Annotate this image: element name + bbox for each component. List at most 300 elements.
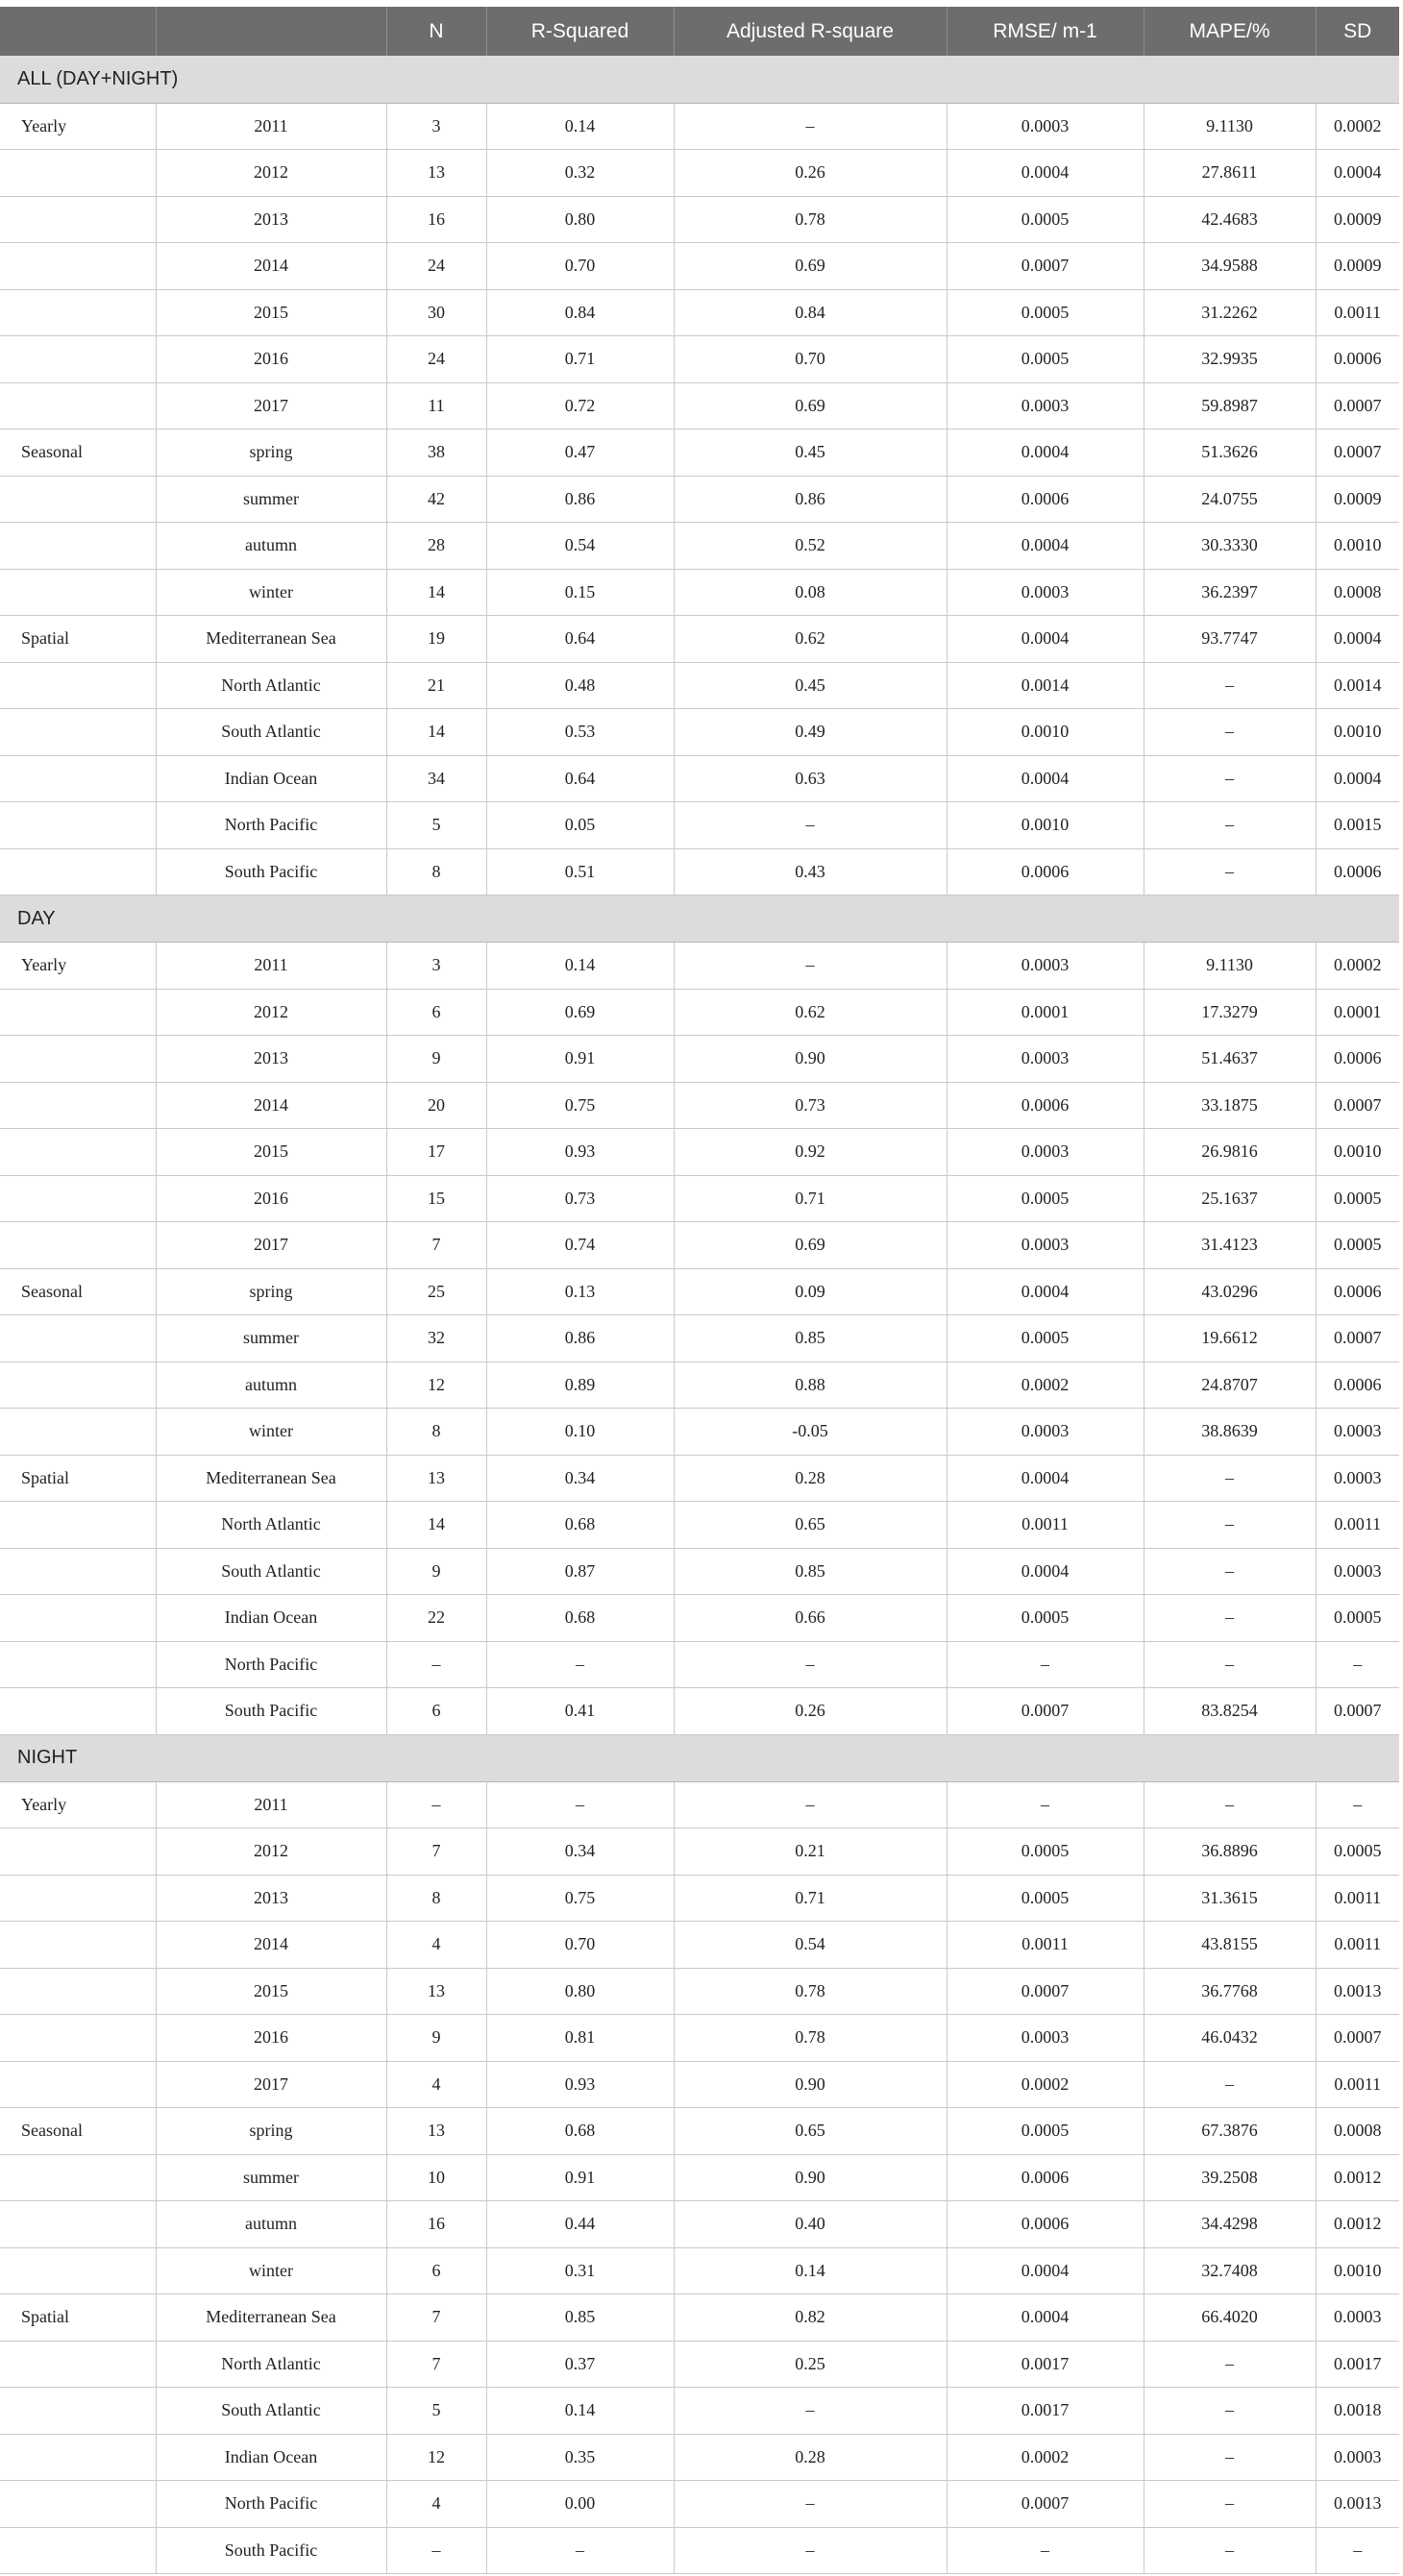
item-cell: Indian Ocean [156, 1595, 386, 1642]
r-squared-cell: 0.68 [486, 1595, 674, 1642]
table-row [0, 2201, 1399, 2248]
sd-cell: 0.0002 [1316, 103, 1399, 150]
n-cell: 25 [386, 1268, 486, 1315]
adjusted-r-square-cell: 0.86 [674, 476, 947, 523]
table-row [0, 1548, 1399, 1595]
mape-cell: 36.7768 [1144, 1968, 1316, 2015]
item-cell: South Pacific [156, 848, 386, 895]
item-cell: 2017 [156, 2061, 386, 2108]
mape-cell: 36.2397 [1144, 569, 1316, 616]
r-squared-cell: 0.91 [486, 1036, 674, 1083]
rmse-cell: 0.0002 [947, 2434, 1144, 2481]
group-cell [0, 2481, 156, 2528]
sd-cell: 0.0011 [1316, 2061, 1399, 2108]
r-squared-cell: 0.89 [486, 1362, 674, 1409]
rmse-cell: 0.0005 [947, 336, 1144, 383]
n-cell: 10 [386, 2154, 486, 2201]
r-squared-cell: 0.73 [486, 1175, 674, 1222]
group-cell [0, 2061, 156, 2108]
group-cell: Spatial [0, 2294, 156, 2342]
section-header-row [0, 895, 1399, 943]
r-squared-cell: 0.34 [486, 1828, 674, 1876]
table-row [0, 1036, 1399, 1083]
rmse-cell: 0.0004 [947, 523, 1144, 570]
item-cell: North Atlantic [156, 662, 386, 709]
adjusted-r-square-cell: -0.05 [674, 1409, 947, 1456]
adjusted-r-square-cell: – [674, 2388, 947, 2435]
r-squared-cell: 0.86 [486, 476, 674, 523]
sd-cell: 0.0004 [1316, 616, 1399, 663]
r-squared-cell: 0.32 [486, 150, 674, 197]
group-cell [0, 2015, 156, 2062]
item-cell: winter [156, 1409, 386, 1456]
group-cell: Spatial [0, 616, 156, 663]
n-cell: 24 [386, 243, 486, 290]
sd-cell: 0.0003 [1316, 1548, 1399, 1595]
sd-cell: 0.0007 [1316, 382, 1399, 429]
table-row [0, 1595, 1399, 1642]
rmse-cell: 0.0005 [947, 2108, 1144, 2155]
sd-cell: 0.0018 [1316, 2388, 1399, 2435]
n-cell: 7 [386, 2341, 486, 2388]
item-cell: winter [156, 2247, 386, 2294]
r-squared-cell: 0.64 [486, 616, 674, 663]
adjusted-r-square-cell: 0.69 [674, 382, 947, 429]
table-row [0, 1502, 1399, 1549]
group-cell [0, 1036, 156, 1083]
r-squared-cell: 0.53 [486, 709, 674, 756]
rmse-cell: 0.0005 [947, 1175, 1144, 1222]
group-cell [0, 2247, 156, 2294]
mape-cell: 38.8639 [1144, 1409, 1316, 1456]
item-cell: winter [156, 569, 386, 616]
sd-cell: – [1316, 2527, 1399, 2574]
table-row [0, 1968, 1399, 2015]
table-row [0, 1175, 1399, 1222]
adjusted-r-square-cell: 0.52 [674, 523, 947, 570]
r-squared-cell: 0.14 [486, 103, 674, 150]
item-cell: Mediterranean Sea [156, 616, 386, 663]
r-squared-cell: 0.75 [486, 1875, 674, 1922]
adjusted-r-square-cell: 0.73 [674, 1082, 947, 1129]
rmse-cell: 0.0007 [947, 1968, 1144, 2015]
rmse-cell: 0.0003 [947, 569, 1144, 616]
sd-cell: 0.0012 [1316, 2201, 1399, 2248]
mape-cell: – [1144, 709, 1316, 756]
r-squared-cell: 0.70 [486, 1922, 674, 1969]
mape-cell: – [1144, 1548, 1316, 1595]
item-cell: South Atlantic [156, 1548, 386, 1595]
statistics-table [0, 7, 1399, 2574]
adjusted-r-square-cell: 0.45 [674, 662, 947, 709]
group-cell [0, 755, 156, 802]
mape-cell: – [1144, 755, 1316, 802]
r-squared-cell: 0.54 [486, 523, 674, 570]
sd-cell: 0.0011 [1316, 1922, 1399, 1969]
sd-cell: 0.0007 [1316, 1315, 1399, 1362]
mape-cell: – [1144, 1641, 1316, 1688]
n-cell: 4 [386, 1922, 486, 1969]
group-cell [0, 1875, 156, 1922]
table-row [0, 1875, 1399, 1922]
group-cell [0, 1688, 156, 1735]
mape-cell: 32.7408 [1144, 2247, 1316, 2294]
group-cell [0, 2527, 156, 2574]
sd-cell: 0.0010 [1316, 709, 1399, 756]
adjusted-r-square-cell: 0.71 [674, 1875, 947, 1922]
item-cell: North Pacific [156, 1641, 386, 1688]
adjusted-r-square-cell: 0.82 [674, 2294, 947, 2342]
mape-cell: 59.8987 [1144, 382, 1316, 429]
sd-cell: 0.0006 [1316, 1362, 1399, 1409]
r-squared-cell: 0.91 [486, 2154, 674, 2201]
n-cell: 19 [386, 616, 486, 663]
mape-cell: 36.8896 [1144, 1828, 1316, 1876]
item-cell: summer [156, 2154, 386, 2201]
adjusted-r-square-cell: 0.08 [674, 569, 947, 616]
mape-cell: – [1144, 1455, 1316, 1502]
adjusted-r-square-cell: 0.84 [674, 289, 947, 336]
n-cell: 7 [386, 1828, 486, 1876]
rmse-cell: 0.0004 [947, 1548, 1144, 1595]
rmse-cell: 0.0011 [947, 1922, 1144, 1969]
column-header-n-col: N [386, 7, 486, 56]
table-row [0, 2015, 1399, 2062]
n-cell: 38 [386, 429, 486, 477]
n-cell: 5 [386, 2388, 486, 2435]
n-cell: 3 [386, 943, 486, 990]
group-cell [0, 1129, 156, 1176]
mape-cell: 31.4123 [1144, 1222, 1316, 1269]
r-squared-cell: 0.70 [486, 243, 674, 290]
n-cell: 13 [386, 1968, 486, 2015]
adjusted-r-square-cell: 0.43 [674, 848, 947, 895]
group-cell [0, 1922, 156, 1969]
sd-cell: 0.0004 [1316, 150, 1399, 197]
rmse-cell: 0.0004 [947, 150, 1144, 197]
item-cell: 2012 [156, 150, 386, 197]
adjusted-r-square-cell: 0.78 [674, 196, 947, 243]
r-squared-cell: 0.75 [486, 1082, 674, 1129]
table-row [0, 2481, 1399, 2528]
rmse-cell: 0.0006 [947, 2201, 1144, 2248]
table-row [0, 1828, 1399, 1876]
mape-cell: 31.3615 [1144, 1875, 1316, 1922]
item-cell: South Atlantic [156, 2388, 386, 2435]
sd-cell: 0.0006 [1316, 848, 1399, 895]
n-cell: 6 [386, 2247, 486, 2294]
group-cell [0, 382, 156, 429]
section-header-row [0, 56, 1399, 103]
r-squared-cell: 0.00 [486, 2481, 674, 2528]
adjusted-r-square-cell: 0.78 [674, 1968, 947, 2015]
r-squared-cell: 0.47 [486, 429, 674, 477]
sd-cell: 0.0005 [1316, 1828, 1399, 1876]
adjusted-r-square-cell: 0.88 [674, 1362, 947, 1409]
r-squared-cell: 0.34 [486, 1455, 674, 1502]
rmse-cell: 0.0010 [947, 709, 1144, 756]
item-cell: North Pacific [156, 2481, 386, 2528]
section-title: DAY [0, 895, 1399, 943]
mape-cell: 67.3876 [1144, 2108, 1316, 2155]
table-row [0, 289, 1399, 336]
rmse-cell: 0.0003 [947, 103, 1144, 150]
adjusted-r-square-cell: 0.25 [674, 2341, 947, 2388]
group-cell [0, 1968, 156, 2015]
r-squared-cell: 0.64 [486, 755, 674, 802]
r-squared-cell: 0.13 [486, 1268, 674, 1315]
mape-cell: – [1144, 2341, 1316, 2388]
sd-cell: 0.0010 [1316, 2247, 1399, 2294]
item-cell: autumn [156, 2201, 386, 2248]
table-row [0, 2154, 1399, 2201]
r-squared-cell: 0.80 [486, 1968, 674, 2015]
rmse-cell: 0.0002 [947, 1362, 1144, 1409]
item-cell: South Pacific [156, 2527, 386, 2574]
group-cell [0, 1409, 156, 1456]
n-cell: 9 [386, 1036, 486, 1083]
table-row [0, 1922, 1399, 1969]
n-cell: 8 [386, 1409, 486, 1456]
group-cell [0, 989, 156, 1036]
table-row [0, 848, 1399, 895]
rmse-cell: – [947, 1781, 1144, 1828]
adjusted-r-square-cell: 0.66 [674, 1595, 947, 1642]
sd-cell: 0.0003 [1316, 1455, 1399, 1502]
table-row [0, 2527, 1399, 2574]
n-cell: 11 [386, 382, 486, 429]
group-cell: Seasonal [0, 429, 156, 477]
sd-cell: 0.0004 [1316, 755, 1399, 802]
n-cell: 42 [386, 476, 486, 523]
mape-cell: 46.0432 [1144, 2015, 1316, 2062]
n-cell: 14 [386, 709, 486, 756]
group-cell: Yearly [0, 943, 156, 990]
mape-cell: – [1144, 1595, 1316, 1642]
rmse-cell: 0.0004 [947, 2247, 1144, 2294]
n-cell: 14 [386, 569, 486, 616]
mape-cell: – [1144, 2527, 1316, 2574]
adjusted-r-square-cell: 0.90 [674, 1036, 947, 1083]
sd-cell: 0.0003 [1316, 2434, 1399, 2481]
r-squared-cell: 0.68 [486, 2108, 674, 2155]
adjusted-r-square-cell: 0.69 [674, 1222, 947, 1269]
n-cell: 12 [386, 1362, 486, 1409]
item-cell: 2016 [156, 1175, 386, 1222]
sd-cell: 0.0012 [1316, 2154, 1399, 2201]
item-cell: autumn [156, 1362, 386, 1409]
table-row [0, 569, 1399, 616]
group-cell [0, 1315, 156, 1362]
rmse-cell: 0.0014 [947, 662, 1144, 709]
sd-cell: 0.0003 [1316, 1409, 1399, 1456]
table-row [0, 196, 1399, 243]
mape-cell: 34.4298 [1144, 2201, 1316, 2248]
r-squared-cell: 0.14 [486, 943, 674, 990]
sd-cell: 0.0010 [1316, 1129, 1399, 1176]
r-squared-cell: – [486, 1781, 674, 1828]
sd-cell: 0.0008 [1316, 569, 1399, 616]
r-squared-cell: 0.41 [486, 1688, 674, 1735]
n-cell: 8 [386, 1875, 486, 1922]
sd-cell: 0.0005 [1316, 1222, 1399, 1269]
r-squared-cell: 0.69 [486, 989, 674, 1036]
sd-cell: 0.0005 [1316, 1175, 1399, 1222]
rmse-cell: 0.0006 [947, 848, 1144, 895]
table-row [0, 802, 1399, 849]
mape-cell: 24.0755 [1144, 476, 1316, 523]
adjusted-r-square-cell: 0.14 [674, 2247, 947, 2294]
rmse-cell: 0.0017 [947, 2388, 1144, 2435]
group-cell [0, 709, 156, 756]
n-cell: 13 [386, 150, 486, 197]
adjusted-r-square-cell: 0.90 [674, 2154, 947, 2201]
r-squared-cell: 0.93 [486, 2061, 674, 2108]
adjusted-r-square-cell: 0.78 [674, 2015, 947, 2062]
adjusted-r-square-cell: 0.71 [674, 1175, 947, 1222]
group-cell: Spatial [0, 1455, 156, 1502]
sd-cell: 0.0011 [1316, 1875, 1399, 1922]
rmse-cell: 0.0004 [947, 616, 1144, 663]
rmse-cell: 0.0001 [947, 989, 1144, 1036]
group-cell [0, 196, 156, 243]
table-row [0, 662, 1399, 709]
column-header-adjusted-r-square-col: Adjusted R-square [674, 7, 947, 56]
adjusted-r-square-cell: 0.26 [674, 150, 947, 197]
r-squared-cell: 0.84 [486, 289, 674, 336]
mape-cell: – [1144, 2481, 1316, 2528]
group-cell [0, 2341, 156, 2388]
mape-cell: 17.3279 [1144, 989, 1316, 1036]
n-cell: 4 [386, 2481, 486, 2528]
item-cell: North Atlantic [156, 2341, 386, 2388]
section-header-row [0, 1734, 1399, 1781]
adjusted-r-square-cell: – [674, 2481, 947, 2528]
rmse-cell: 0.0002 [947, 2061, 1144, 2108]
table-body [0, 56, 1399, 2574]
group-cell [0, 523, 156, 570]
adjusted-r-square-cell: 0.70 [674, 336, 947, 383]
table-row [0, 150, 1399, 197]
group-cell [0, 150, 156, 197]
n-cell: 5 [386, 802, 486, 849]
n-cell: 16 [386, 2201, 486, 2248]
item-cell: 2015 [156, 1968, 386, 2015]
table-row [0, 2247, 1399, 2294]
item-cell: 2013 [156, 196, 386, 243]
mape-cell: 42.4683 [1144, 196, 1316, 243]
table-row [0, 2434, 1399, 2481]
mape-cell: 51.3626 [1144, 429, 1316, 477]
r-squared-cell: 0.80 [486, 196, 674, 243]
sd-cell: 0.0003 [1316, 2294, 1399, 2342]
rmse-cell: 0.0007 [947, 1688, 1144, 1735]
table-row [0, 1222, 1399, 1269]
mape-cell: 39.2508 [1144, 2154, 1316, 2201]
sd-cell: 0.0014 [1316, 662, 1399, 709]
sd-cell: 0.0010 [1316, 523, 1399, 570]
adjusted-r-square-cell: 0.90 [674, 2061, 947, 2108]
adjusted-r-square-cell: 0.85 [674, 1315, 947, 1362]
r-squared-cell: 0.86 [486, 1315, 674, 1362]
n-cell: 30 [386, 289, 486, 336]
r-squared-cell: – [486, 1641, 674, 1688]
n-cell: 32 [386, 1315, 486, 1362]
item-cell: North Pacific [156, 802, 386, 849]
table-row [0, 1455, 1399, 1502]
item-cell: autumn [156, 523, 386, 570]
table-row [0, 1641, 1399, 1688]
adjusted-r-square-cell: 0.69 [674, 243, 947, 290]
adjusted-r-square-cell: 0.40 [674, 2201, 947, 2248]
r-squared-cell: 0.68 [486, 1502, 674, 1549]
r-squared-cell: 0.87 [486, 1548, 674, 1595]
rmse-cell: 0.0006 [947, 2154, 1144, 2201]
mape-cell: 30.3330 [1144, 523, 1316, 570]
sd-cell: 0.0015 [1316, 802, 1399, 849]
rmse-cell: 0.0003 [947, 2015, 1144, 2062]
rmse-cell: 0.0007 [947, 243, 1144, 290]
rmse-cell: 0.0005 [947, 1595, 1144, 1642]
adjusted-r-square-cell: – [674, 2527, 947, 2574]
n-cell: – [386, 2527, 486, 2574]
column-header-sd-col: SD [1316, 7, 1399, 56]
n-cell: 12 [386, 2434, 486, 2481]
mape-cell: 33.1875 [1144, 1082, 1316, 1129]
table-row [0, 429, 1399, 477]
item-cell: North Atlantic [156, 1502, 386, 1549]
r-squared-cell: 0.71 [486, 336, 674, 383]
rmse-cell: 0.0010 [947, 802, 1144, 849]
n-cell: 22 [386, 1595, 486, 1642]
item-cell: spring [156, 429, 386, 477]
r-squared-cell: 0.35 [486, 2434, 674, 2481]
adjusted-r-square-cell: – [674, 1641, 947, 1688]
adjusted-r-square-cell: 0.26 [674, 1688, 947, 1735]
n-cell: 9 [386, 1548, 486, 1595]
mape-cell: 9.1130 [1144, 943, 1316, 990]
table-row [0, 943, 1399, 990]
rmse-cell: 0.0003 [947, 1222, 1144, 1269]
r-squared-cell: 0.85 [486, 2294, 674, 2342]
n-cell: 34 [386, 755, 486, 802]
n-cell: 6 [386, 1688, 486, 1735]
group-cell: Yearly [0, 103, 156, 150]
section-title: ALL (DAY+NIGHT) [0, 56, 1399, 103]
item-cell: 2015 [156, 1129, 386, 1176]
group-cell [0, 2388, 156, 2435]
sd-cell: 0.0011 [1316, 1502, 1399, 1549]
mape-cell: 51.4637 [1144, 1036, 1316, 1083]
mape-cell: 31.2262 [1144, 289, 1316, 336]
r-squared-cell: 0.10 [486, 1409, 674, 1456]
item-cell: 2016 [156, 2015, 386, 2062]
table-header [0, 7, 1399, 56]
sd-cell: 0.0006 [1316, 1036, 1399, 1083]
column-header-group-col [0, 7, 156, 56]
table-row [0, 1409, 1399, 1456]
r-squared-cell: 0.31 [486, 2247, 674, 2294]
sd-cell: 0.0005 [1316, 1595, 1399, 1642]
n-cell: 3 [386, 103, 486, 150]
rmse-cell: 0.0011 [947, 1502, 1144, 1549]
group-cell [0, 802, 156, 849]
mape-cell: – [1144, 802, 1316, 849]
table-row [0, 1781, 1399, 1828]
rmse-cell: 0.0003 [947, 1036, 1144, 1083]
table-row [0, 1082, 1399, 1129]
item-cell: summer [156, 1315, 386, 1362]
